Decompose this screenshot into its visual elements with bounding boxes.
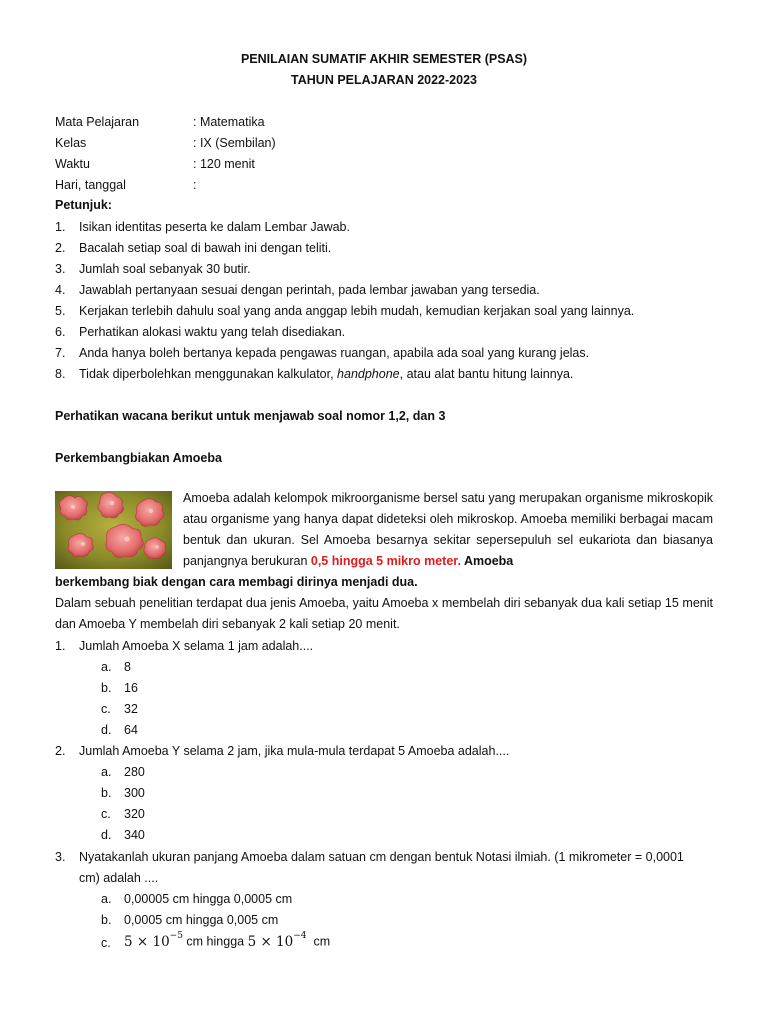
option-text: 280 bbox=[124, 765, 145, 779]
option-text: 320 bbox=[124, 807, 145, 821]
option-text: 0,00005 cm hingga 0,0005 cm bbox=[124, 892, 293, 906]
identity-value: : 120 menit bbox=[193, 157, 255, 171]
item-text-post: , atau alat bantu hitung lainnya. bbox=[399, 367, 574, 381]
identity-key: Waktu bbox=[55, 157, 90, 171]
identity-key: Hari, tanggal bbox=[55, 178, 126, 192]
list-item: Jawablah pertanyaan sesuai dengan perintah, pada lembar jawaban yang tersedia. bbox=[79, 283, 540, 297]
list-number: 2. bbox=[55, 241, 66, 255]
sci-notation: $5 \times 10^{-4}$ bbox=[247, 931, 307, 950]
option-text: 0,0005 cm hingga 0,005 cm bbox=[124, 913, 279, 927]
option-text bbox=[124, 933, 330, 950]
list-number: 1. bbox=[55, 220, 66, 234]
option-letter: d. bbox=[101, 828, 112, 842]
identity-key: Kelas bbox=[55, 136, 87, 150]
option-text: 16 bbox=[124, 681, 138, 695]
list-item bbox=[79, 367, 573, 381]
option-letter: b. bbox=[101, 681, 112, 695]
identity-value: : IX (Sembilan) bbox=[193, 136, 276, 150]
sci-notation: $5 \times 10^{-5}$ bbox=[124, 931, 183, 950]
option-letter: a. bbox=[101, 765, 112, 779]
list-number: 3. bbox=[55, 262, 66, 276]
amoeba-image bbox=[55, 491, 172, 569]
option-letter: c. bbox=[101, 936, 111, 950]
passage-paragraph-2: Dalam sebuah penelitian terdapat dua jenis Amoeba, yaitu Amoeba x membelah diri sebanyak dua kali setiap 15 menit dan Amoeba Y membelah diri sebanyak 2 kali setiap 20 menit. bbox=[55, 596, 713, 631]
list-number: 5. bbox=[55, 304, 66, 318]
doc-title: PENILAIAN SUMATIF AKHIR SEMESTER (PSAS) bbox=[240, 52, 528, 66]
passage-text: Amoeba adalah kelompok mikroorganisme bersel satu yang merupakan organisme mikroskopik atau organisme yang hanya dapat dideteksi oleh mikroskop. Amoeba memiliki berbagai macam bentuk dan ukuran. Sel Amoeba besarnya sekitar sepersepuluh sel eukariota dan biasanya panjangnya berukuran bbox=[183, 491, 713, 568]
passage-bold-line: berkembang biak dengan cara membagi dirinya menjadi dua. bbox=[55, 575, 418, 589]
question-number: 3. bbox=[55, 850, 66, 864]
question-text-continued: cm) adalah .... bbox=[79, 871, 159, 885]
list-number: 7. bbox=[55, 346, 66, 360]
list-item: Kerjakan terlebih dahulu soal yang anda anggap lebih mudah, kemudian kerjakan soal yang lainnya. bbox=[79, 304, 635, 318]
identity-key: Mata Pelajaran bbox=[55, 115, 140, 129]
question-text: Nyatakanlah ukuran panjang Amoeba dalam satuan cm dengan bentuk Notasi ilmiah. (1 mikrometer = 0,0001 bbox=[79, 850, 684, 864]
passage-title: Perkembangbiakan Amoeba bbox=[55, 451, 222, 465]
option-letter: d. bbox=[101, 723, 112, 737]
question-number: 1. bbox=[55, 639, 66, 653]
item-text-italic: handphone bbox=[337, 367, 400, 381]
option-letter: c. bbox=[101, 807, 111, 821]
passage-paragraph bbox=[183, 488, 713, 572]
identity-value: : bbox=[193, 178, 197, 192]
question-text: Jumlah Amoeba X selama 1 jam adalah.... bbox=[79, 639, 314, 653]
list-item: Bacalah setiap soal di bawah ini dengan teliti. bbox=[79, 241, 332, 255]
option-unit: cm bbox=[306, 934, 331, 949]
option-text: 32 bbox=[124, 702, 138, 716]
option-text: 64 bbox=[124, 723, 138, 737]
question-text: Jumlah Amoeba Y selama 2 jam, jika mula-mula terdapat 5 Amoeba adalah.... bbox=[79, 744, 510, 758]
option-text: 8 bbox=[124, 660, 131, 674]
instructions-heading: Petunjuk: bbox=[55, 198, 112, 212]
option-letter: a. bbox=[101, 892, 112, 906]
list-number: 4. bbox=[55, 283, 66, 297]
passage-highlight: 0,5 hingga 5 mikro meter. bbox=[310, 554, 461, 568]
option-letter: b. bbox=[101, 913, 112, 927]
list-item: Anda hanya boleh bertanya kepada pengawas ruangan, apabila ada soal yang kurang jelas. bbox=[79, 346, 590, 360]
list-item: Isikan identitas peserta ke dalam Lembar Jawab. bbox=[79, 220, 350, 234]
list-item: Perhatikan alokasi waktu yang telah disediakan. bbox=[79, 325, 346, 339]
list-item: Jumlah soal sebanyak 30 butir. bbox=[79, 262, 251, 276]
list-number: 6. bbox=[55, 325, 66, 339]
item-text-pre: Tidak diperbolehkan menggunakan kalkulator, bbox=[79, 367, 338, 381]
option-letter: b. bbox=[101, 786, 112, 800]
question-number: 2. bbox=[55, 744, 66, 758]
identity-value: : Matematika bbox=[193, 115, 265, 129]
list-number: 8. bbox=[55, 367, 66, 381]
doc-subtitle: TAHUN PELAJARAN 2022-2023 bbox=[291, 73, 477, 87]
passage-intro: Perhatikan wacana berikut untuk menjawab soal nomor 1,2, dan 3 bbox=[55, 409, 446, 423]
option-letter: c. bbox=[101, 702, 111, 716]
option-text: 300 bbox=[124, 786, 145, 800]
option-letter: a. bbox=[101, 660, 112, 674]
passage-bold: Amoeba bbox=[460, 554, 514, 568]
option-text: 340 bbox=[124, 828, 145, 842]
option-connector: cm hingga bbox=[182, 934, 248, 949]
